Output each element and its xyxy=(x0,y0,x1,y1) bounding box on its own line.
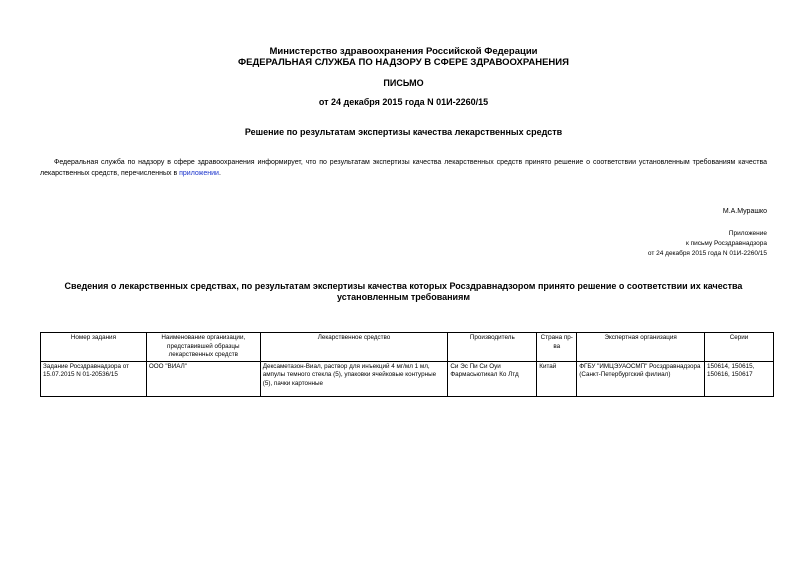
cell-country: Китай xyxy=(537,361,577,396)
table-header-row xyxy=(41,333,774,362)
cell-manufacturer: Си Эс Пи Си Оуи Фармасьютикал Ко Лтд xyxy=(448,361,537,396)
cell-organization: ООО "ВИАЛ" xyxy=(146,361,260,396)
appendix-block xyxy=(648,229,767,259)
header-series: Серии xyxy=(705,333,774,362)
header-expert-org: Экспертная организация xyxy=(577,333,705,362)
service-title: ФЕДЕРАЛЬНАЯ СЛУЖБА ПО НАДЗОРУ В СФЕРЕ ЗДРАВООХРАНЕНИЯ xyxy=(238,57,569,68)
cell-series: 150614, 150615, 150616, 150617 xyxy=(705,361,774,396)
header-organization: Наименование организации, представившей образцы лекарственных средств xyxy=(146,333,260,362)
header-drug: Лекарственное средство xyxy=(260,333,448,362)
letter-body-text: Федеральная служба по надзору в сфере здравоохранения информирует, что по результатам экспертизы качества лекарственных средств принято решение о соответствии установленным требованиям качества лекарственных средств, перечисленных в xyxy=(40,159,767,177)
appendix-line-3: от 24 декабря 2015 года N 01И-2260/15 xyxy=(647,250,767,257)
table-title: Сведения о лекарственных средствах, по результатам экспертизы качества которых Росздравнадзором принято решение о соответствии их качества установленным требованиям xyxy=(64,281,743,302)
signature: М.А.Мурашко xyxy=(722,208,767,215)
header-task-number: Номер задания xyxy=(41,333,147,362)
document-type: ПИСЬМО xyxy=(383,78,424,88)
document-date: от 24 декабря 2015 года N 01И-2260/15 xyxy=(318,97,489,107)
header-country: Страна пр-ва xyxy=(537,333,577,362)
table-row xyxy=(41,361,774,396)
cell-drug: Дексаметазон-Виал, раствор для инъекций 4 мг/мл 1 мл, ампулы темного стекла (5), упаковки ячейковые контурные (5), пачки картонные xyxy=(260,361,448,396)
appendix-line-1: Приложение xyxy=(728,230,767,237)
header-manufacturer: Производитель xyxy=(448,333,537,362)
cell-task-number: Задание Росздравнадзора от 15.07.2015 N 01-20536/15 xyxy=(41,361,147,396)
letter-body-end: . xyxy=(218,170,221,177)
cell-expert-org: ФГБУ "ИМЦЭУАОСМП" Росздравнадзора (Санкт-Петербургский филиал) xyxy=(577,361,705,396)
appendix-line-2: к письму Росздравнадзора xyxy=(685,240,767,247)
ministry-title: Министерство здравоохранения Российской Федерации xyxy=(269,46,538,57)
appendix-link[interactable]: приложении xyxy=(179,170,219,177)
letter-body xyxy=(40,157,767,179)
drug-table xyxy=(40,332,774,397)
document-subject: Решение по результатам экспертизы качества лекарственных средств xyxy=(244,127,563,137)
